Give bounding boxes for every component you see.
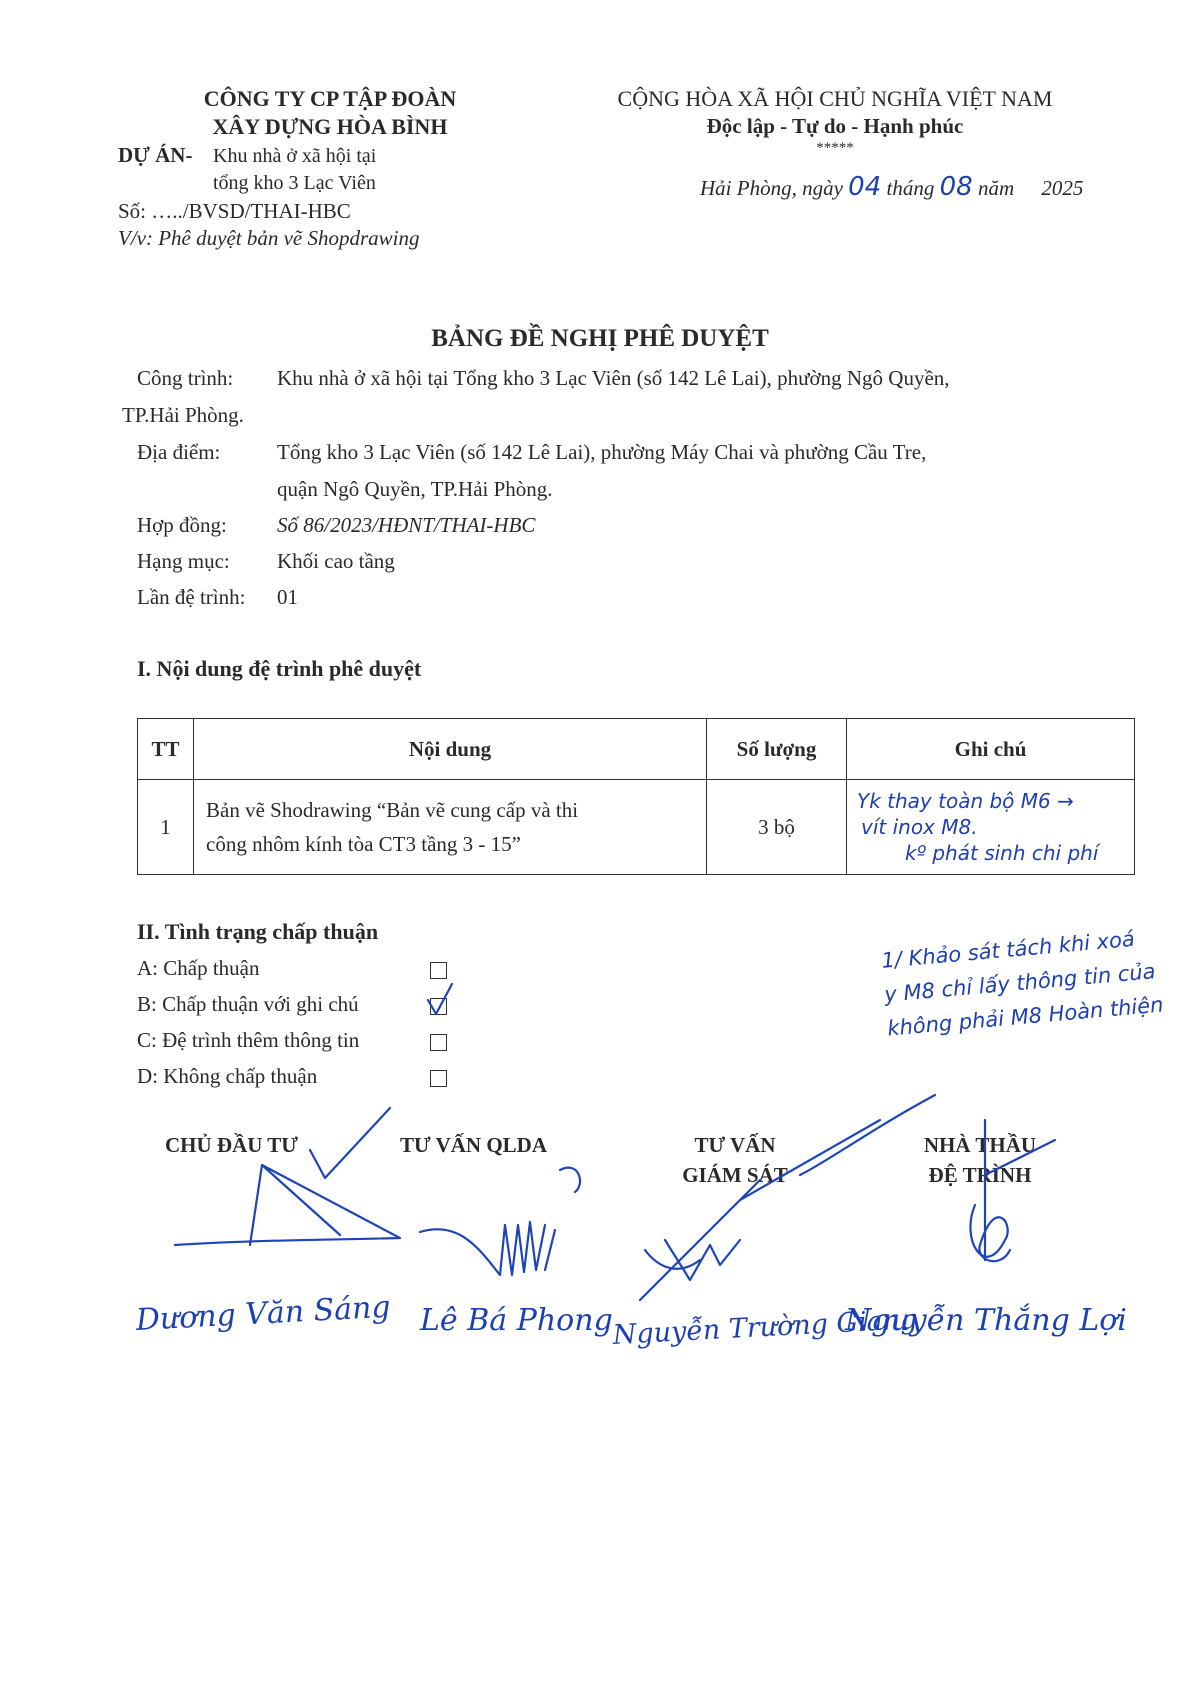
date-day: 04 [848,172,882,202]
document-subject: V/v: Phê duyệt bản vẽ Shopdrawing [118,226,420,250]
document-title: BẢNG ĐỀ NGHỊ PHÊ DUYỆT [431,325,769,352]
ghi-chu-line1: Yk thay toàn bộ M6 → [857,789,1074,813]
signatory-tu-van-giam-sat-line2: GIÁM SÁT [682,1163,788,1187]
note-line2: y M8 chỉ lấy thông tin của [883,959,1157,1007]
signature-name-tu-van-giam-sat: Nguyễn Trường Giang [612,1304,919,1351]
hang-muc-value: Khối cao tầng [277,549,395,573]
date-place: Hải Phòng, ngày [700,176,843,200]
header-tt: TT [138,719,194,780]
date-year: 2025 [1041,176,1084,200]
option-b-label: B: Chấp thuận với ghi chú [137,992,359,1016]
signatory-chu-dau-tu: CHỦ ĐẦU TƯ [165,1133,299,1157]
signature-tu-van-giam-sat-icon [640,1095,935,1300]
signature-tu-van-qlda-icon [420,1168,580,1275]
ghi-chu-line2: vít inox M8. [861,815,978,839]
signatory-tu-van-giam-sat-line1: TƯ VẤN [694,1133,776,1157]
signatory-nha-thau-line2: ĐỆ TRÌNH [928,1163,1032,1187]
dia-diem-value-cont: quận Ngô Quyền, TP.Hải Phòng. [277,477,553,501]
cong-trinh-value: Khu nhà ở xã hội tại Tổng kho 3 Lạc Viên (số 142 Lê Lai), phường Ngô Quyền, [277,366,950,390]
header-noi-dung: Nội dung [194,719,707,780]
header-so-luong: Số lượng [707,719,847,780]
section1-title: I. Nội dung đệ trình phê duyệt [137,656,422,681]
motto-stars: ***** [816,140,854,156]
document-number: Số: …../BVSD/THAI-HBC [118,199,351,223]
company-name-line1: CÔNG TY CP TẬP ĐOÀN [203,86,457,111]
option-a-label: A: Chấp thuận [137,956,260,980]
signature-name-chu-dau-tu: Dương Văn Sáng [135,1289,392,1338]
signature-name-nha-thau: Nguyễn Thắng Lợi [845,1303,1127,1338]
signatory-nha-thau-line1: NHÀ THẦU [923,1133,1037,1157]
hop-dong-value: Số 86/2023/HĐNT/THAI-HBC [277,513,536,537]
signatory-tu-van-qlda: TƯ VẤN QLDA [400,1133,548,1157]
noi-dung-line1: Bản vẽ Shodrawing “Bản vẽ cung cấp và thi [206,798,579,822]
dia-diem-label: Địa điểm: [137,440,221,464]
noi-dung-line2: công nhôm kính tòa CT3 tầng 3 - 15” [206,832,521,856]
hang-muc-label: Hạng mục: [137,549,230,573]
dia-diem-value: Tổng kho 3 Lạc Viên (số 142 Lê Lai), phường Máy Chai và phường Cầu Tre, [277,440,927,464]
row-tt: 1 [138,780,194,875]
cong-trinh-label: Công trình: [137,366,234,390]
option-c-label: C: Đệ trình thêm thông tin [137,1028,360,1052]
date-month: 08 [939,172,973,202]
nation-title: CỘNG HÒA XÃ HỘI CHỦ NGHĨA VIỆT NAM [617,86,1053,111]
signature-chu-dau-tu-icon [175,1108,400,1245]
date-year-label: năm [977,176,1015,200]
option-d-label: D: Không chấp thuận [137,1064,318,1088]
company-name-line2: XÂY DỰNG HÒA BÌNH [212,114,448,139]
header-ghi-chu: Ghi chú [847,719,1135,780]
signature-name-tu-van-qlda: Lê Bá Phong [420,1303,613,1338]
national-motto: Độc lập - Tự do - Hạnh phúc [706,114,964,138]
signature-nha-thau-icon [970,1120,1055,1261]
lan-de-trinh-value: 01 [277,585,298,609]
project-label: DỰ ÁN- [118,143,193,167]
note-line1: 1/ Khảo sát tách khi xoá [880,926,1136,973]
cong-trinh-value-cont: TP.Hải Phòng. [122,403,244,427]
hop-dong-label: Hợp đồng: [137,513,227,537]
lan-de-trinh-label: Lần đệ trình: [137,585,246,609]
ghi-chu-line3: kº phát sinh chi phí [905,841,1099,865]
section2-title: II. Tình trạng chấp thuận [137,919,379,944]
project-line1: Khu nhà ở xã hội tại [213,145,377,167]
date-month-label: tháng [886,176,935,200]
note-line3: không phải M8 Hoàn thiện [886,992,1165,1041]
project-line2: tổng kho 3 Lạc Viên [213,172,376,194]
row-so-luong: 3 bộ [707,780,847,875]
